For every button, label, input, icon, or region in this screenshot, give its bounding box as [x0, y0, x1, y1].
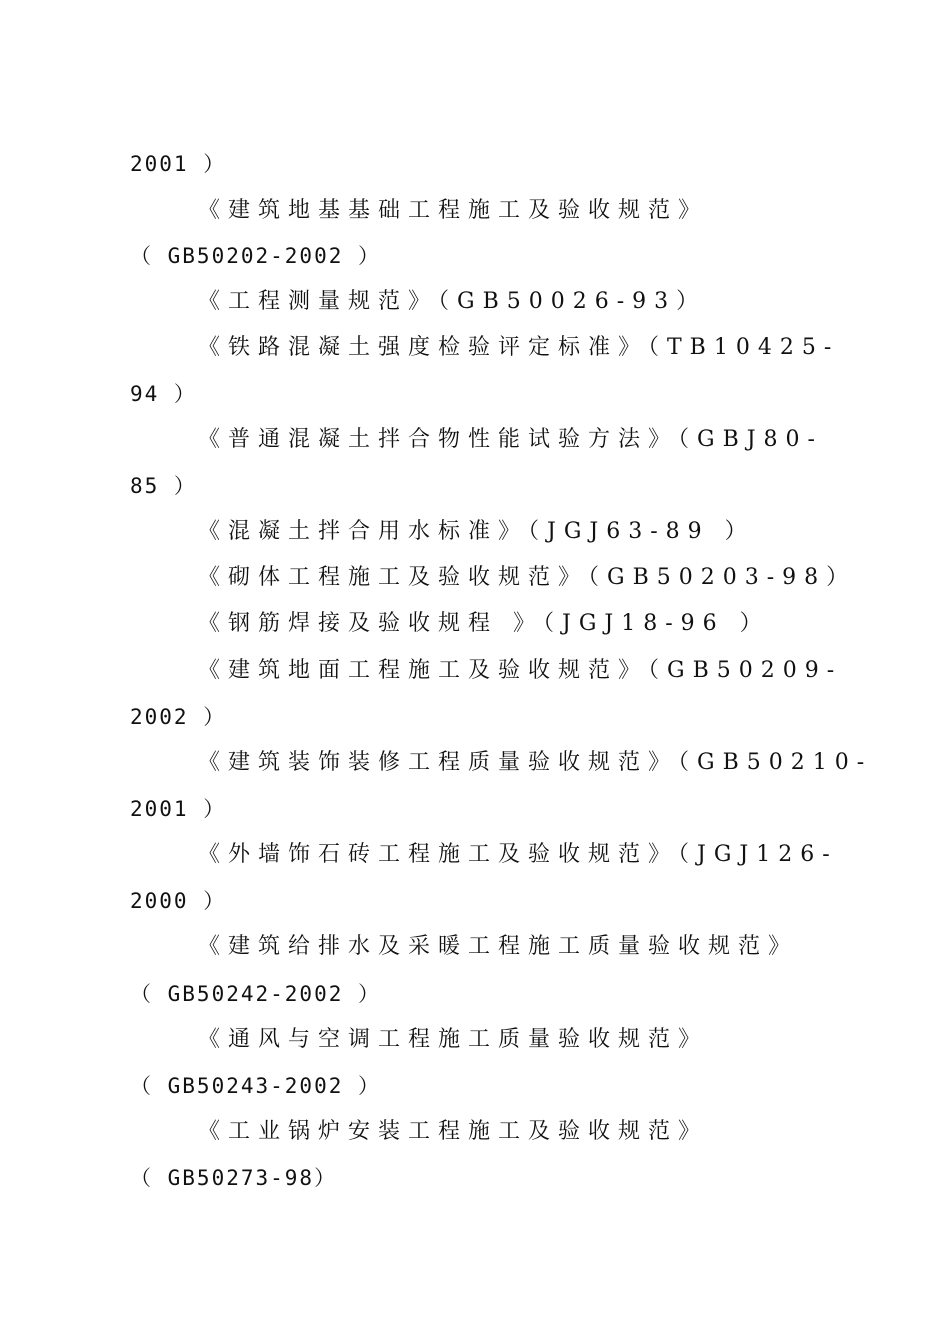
text-line: 2001 ） [130, 797, 227, 821]
standard-code-line: （ GB50202-2002 ） [130, 244, 382, 268]
standard-code-line: （ GB50242-2002 ） [130, 982, 382, 1006]
text-line: 2001 ） [130, 152, 227, 176]
standard-title-line: 《通风与空调工程施工质量验收规范》 [198, 1027, 709, 1052]
standard-title-line: 《工业锅炉安装工程施工及验收规范》 [198, 1119, 709, 1144]
standard-line: 《工程测量规范》（GB50026-93） [198, 289, 707, 314]
standard-line: 《普通混凝土拌合物性能试验方法》（GBJ80- [198, 427, 823, 452]
standard-line: 《建筑装饰装修工程质量验收规范》（GB50210- [198, 750, 873, 775]
standard-title-line: 《建筑给排水及采暖工程施工质量验收规范》 [198, 934, 799, 959]
standard-code-line: （ GB50273-98） [130, 1166, 338, 1190]
standard-line: 《砌体工程施工及验收规范》（GB50203-98） [198, 565, 857, 590]
standard-line: 《钢筋焊接及验收规程 》（JGJ18-96 ） [198, 611, 770, 636]
text-line: 2002 ） [130, 705, 227, 729]
standard-line: 《外墙饰石砖工程施工及验收规范》（JGJ126- [198, 842, 838, 867]
standard-line: 《混凝土拌合用水标准》（JGJ63-89 ） [198, 519, 755, 544]
text-line: 85 ） [130, 474, 197, 498]
text-line: 2000 ） [130, 889, 227, 913]
standard-code-line: （ GB50243-2002 ） [130, 1074, 382, 1098]
text-line: 94 ） [130, 382, 197, 406]
standard-title-line: 《建筑地基基础工程施工及验收规范》 [198, 198, 709, 223]
standard-line: 《铁路混凝土强度检验评定标准》（TB10425- [198, 335, 840, 360]
standard-line: 《建筑地面工程施工及验收规范》（GB50209- [198, 658, 843, 683]
